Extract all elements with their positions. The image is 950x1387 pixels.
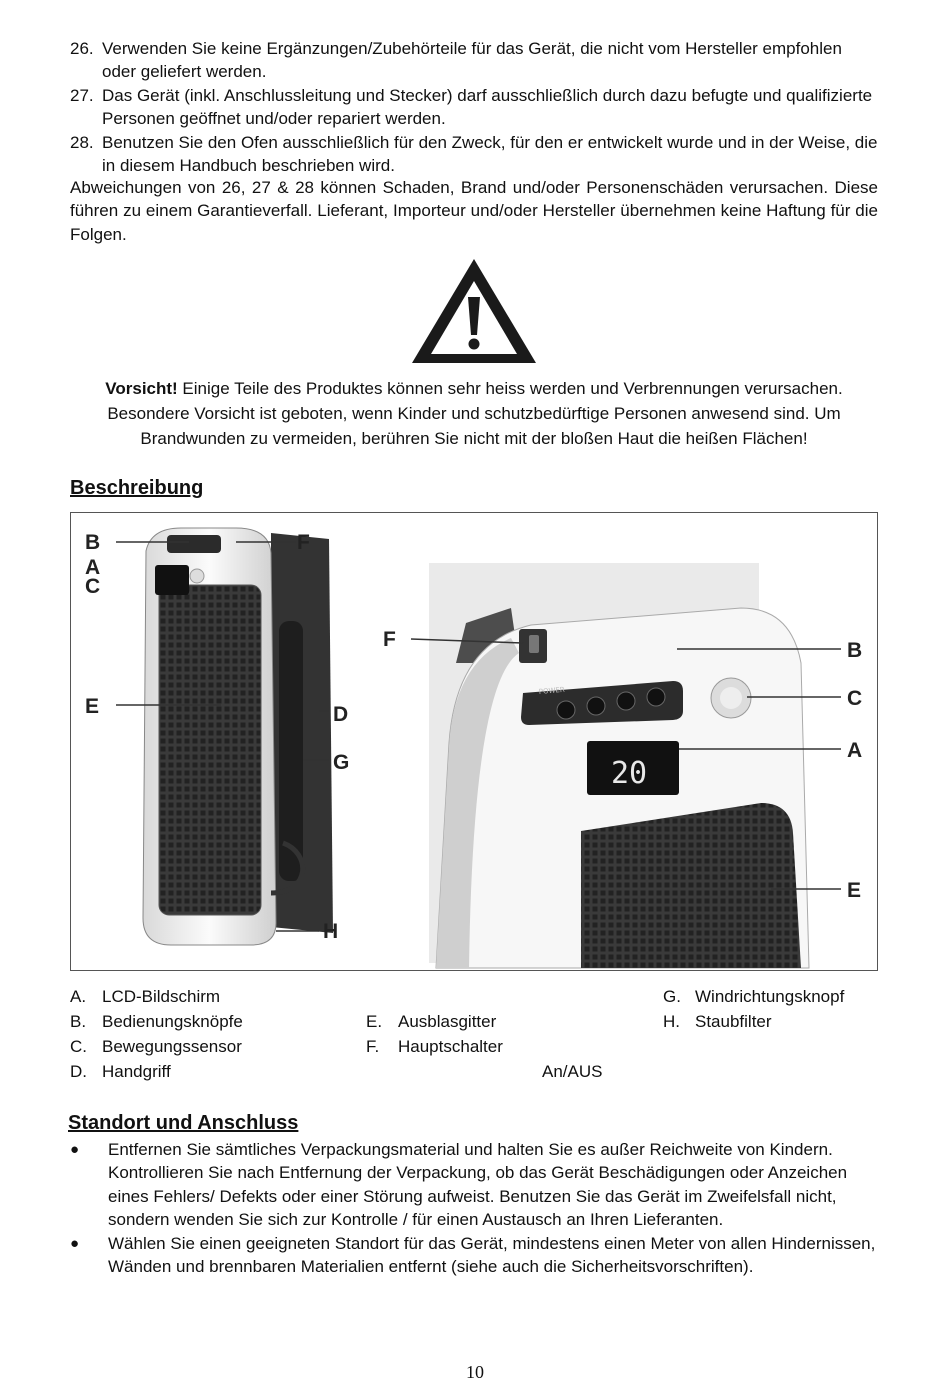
legend-item: F. Hauptschalter [366, 1037, 503, 1056]
heater-closeup-view [429, 563, 809, 968]
left-callout-h: H [323, 920, 339, 943]
list-item [70, 37, 880, 84]
left-callout-a: A [85, 556, 101, 579]
product-figure [70, 512, 878, 971]
caution-label: Vorsicht! [105, 379, 178, 398]
caution-notice [68, 376, 880, 451]
legend-item: A. LCD-Bildschirm [70, 987, 221, 1006]
list-item [70, 84, 880, 131]
list-item [70, 1232, 880, 1279]
left-callout-g: G [333, 751, 350, 774]
panel-label: POWER [538, 685, 566, 696]
item-text: Das Gerät (inkl. Anschlussleitung und Stecker) darf ausschließlich durch dazu befugte und qualifizierte Personen geöffnet und/oder repariert werden. [102, 85, 873, 129]
left-callout-d: D [333, 703, 349, 726]
bullet-text: Wählen Sie einen geeigneten Standort für das Gerät, mindestens einen Meter von allen Hindernissen, Wänden und brennbaren Materialien entfernt (siehe auch die Sicherheitsvorschriften). [108, 1233, 876, 1277]
item-text: Verwenden Sie keine Ergänzungen/Zubehörteile für das Gerät, die nicht vom Hersteller empfohlen oder geliefert werden. [102, 39, 842, 82]
right-callout-f: F [383, 628, 396, 651]
caution-text: Einige Teile des Produktes können sehr heiss werden und Verbrennungen verursachen. Besondere Vorsicht ist geboten, wenn Kinder und schutzbedürftige Personen anwesend sind. Um Brandwunden zu vermeiden, berühren Sie nicht mit der bloßen Haut die heißen Flächen! [107, 379, 843, 448]
left-callout-b: B [85, 531, 101, 554]
legend-item: B. Bedienungsknöpfe [70, 1012, 243, 1031]
legend-item: G. Windrichtungsknopf [663, 987, 845, 1006]
legend-item: E. Ausblasgitter [366, 1012, 497, 1031]
parts-legend [70, 985, 890, 1095]
heater-side-view [143, 528, 333, 945]
page-number: 10 [466, 1362, 484, 1382]
item-text: Benutzen Sie den Ofen ausschließlich für den Zweck, für den er entwickelt wurde und in der Weise, die in diesem Handbuch beschrieben wird. [102, 132, 878, 176]
lcd-reading: 20 [611, 756, 648, 791]
section-heading-description: Beschreibung [70, 477, 204, 499]
warning-triangle-icon [408, 255, 540, 367]
warning-paragraph: Abweichungen von 26, 27 & 28 können Schaden, Brand und/oder Personenschäden verursachen. Diese führen zu einem Garantieverfall. Lieferant, Importeur und/oder Hersteller übernehmen keine Haftung für die Folgen. [70, 178, 878, 244]
left-callout-c: C [85, 575, 101, 598]
right-callout-c: C [847, 687, 863, 710]
safety-list [70, 37, 880, 177]
section-heading-location: Standort und Anschluss [68, 1112, 299, 1134]
left-callout-e: E [85, 695, 100, 718]
right-callout-b: B [847, 639, 863, 662]
bullet-icon: ● [70, 1141, 80, 1158]
left-callout-f: F [297, 531, 310, 554]
location-bullets [70, 1138, 880, 1278]
item-number: 28. [70, 132, 94, 152]
legend-item: C. Bewegungssensor [70, 1037, 242, 1056]
bullet-text: Entfernen Sie sämtliches Verpackungsmaterial und halten Sie es außer Reichweite von Kindern. Kontrollieren Sie nach Entfernung der Verpackung, ob das Gerät Beschädigungen oder Anzeichen eines Fehlers/ Defekts oder einer Störung aufweist. Benutzen Sie das Gerät im Zweifelsfall nicht, sondern wenden Sie sich zur Kontrolle / für einen Austausch an Ihren Lieferanten. [108, 1140, 848, 1230]
list-item [70, 131, 880, 178]
item-number: 27. [70, 85, 94, 105]
legend-item: D. Handgriff [70, 1062, 171, 1081]
item-number: 26. [70, 39, 94, 58]
list-item [70, 1138, 880, 1232]
right-callout-a: A [847, 739, 863, 762]
right-callout-e: E [847, 879, 862, 902]
legend-item: An/AUS [542, 1062, 603, 1081]
legend-item: H. Staubfilter [663, 1012, 772, 1031]
bullet-icon: ● [70, 1234, 80, 1252]
